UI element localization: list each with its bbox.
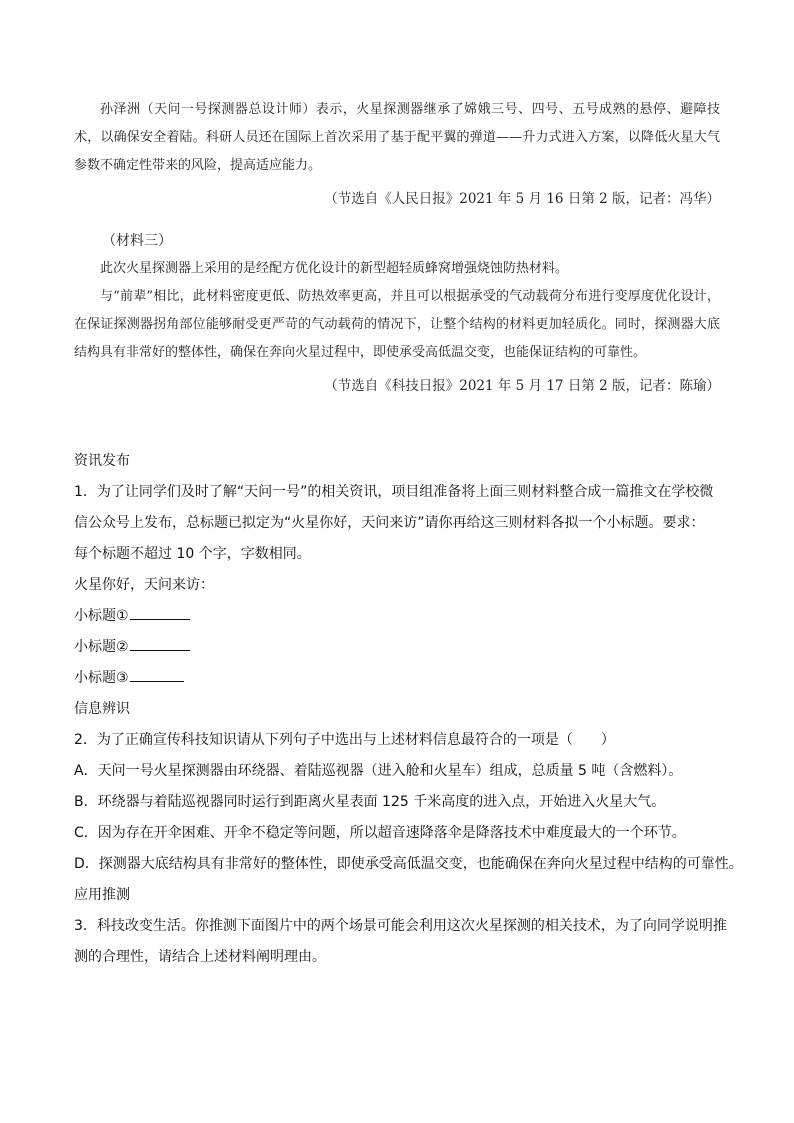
- subtitle-one-blank[interactable]: [130, 604, 190, 620]
- material-three-source: （节选自《科技日报》2021 年 5 月 17 日第 2 版，记者：陈瑜）: [324, 378, 720, 394]
- section-title-news: 资讯发布: [74, 453, 130, 469]
- material-two: [74, 96, 720, 213]
- question-one-line: 信公众号上发布，总标题已拟定为“火星你好，天问来访”请你再给这三则材料各拟一个小标题。要求：: [74, 515, 705, 531]
- material-three-paragraph-one: 此次火星探测器上采用的是经配方优化设计的新型超轻质蜂窝增强烧蚀防热材料。: [100, 261, 569, 276]
- material-three: [74, 227, 720, 400]
- material-two-paragraph: [74, 96, 720, 180]
- material-three-line: 化设计，在保证探测器拐角部位能够耐受更严苛的气动载荷的情况下，让整个结构的材料更加轻质化。同: [74, 289, 720, 332]
- material-two-line: 障技术，以确保安全着陆。科研人员还在国际上首次采用了基于配平翼的弹道——升力式进入方案，以降: [74, 102, 720, 145]
- subtitle-one-label: 小标题①: [74, 608, 129, 624]
- section-title-info: 信息辨识: [74, 701, 130, 717]
- subtitle-three-label: 小标题③: [74, 670, 129, 686]
- question-section: [74, 446, 743, 973]
- option-d[interactable]: D．探测器大底结构具有非常好的整体性，即使承受高低温交变，也能确保在奔向火星过程中结构的可靠性。: [74, 856, 743, 872]
- subtitle-two-blank[interactable]: [130, 635, 190, 651]
- option-c[interactable]: C．因为存在开伞困难、开伞不稳定等问题，所以超音速降落伞是降落技术中难度最大的一个环节。: [74, 825, 686, 841]
- question-three-line: 3．科技改变生活。你推测下面图片中的两个场景可能会利用这次火星探测的相关技术，为了向同学说明推: [74, 918, 727, 934]
- question-two: 2．为了正确宣传科技知识请从下列句子中选出与上述材料信息最符合的一项是（ ）: [74, 732, 615, 748]
- material-two-source: （节选自《人民日报》2021 年 5 月 16 日第 2 版，记者：冯华）: [324, 191, 720, 207]
- material-two-line: 低火星大气参数不确定性带来的风险，提高适应能力。: [74, 130, 720, 173]
- section-title-apply: 应用推测: [74, 887, 130, 903]
- subtitle-two-label: 小标题②: [74, 639, 129, 655]
- question-one-line: 每个标题不超过 10 个字，字数相同。: [74, 546, 311, 562]
- subtitle-one-row: [74, 601, 724, 632]
- option-a[interactable]: A．天问一号火星探测器由环绕器、着陆巡视器（进入舱和火星车）组成，总质量 5 吨（含燃料）。: [74, 763, 683, 779]
- question-three-line: 测的合理性，请结合上述材料阐明理由。: [74, 949, 326, 965]
- subtitle-two-row: [74, 632, 724, 663]
- main-title: 火星你好，天问来访：: [74, 577, 214, 593]
- material-three-line: 时，探测器大底结构具有非常好的整体性，确保在奔向火星过程中，即使承受高低温交变，也能保证结构: [74, 317, 720, 360]
- subtitle-three-row: [74, 663, 724, 694]
- material-three-paragraph-two: [74, 283, 720, 367]
- material-three-label: （材料三）: [102, 233, 172, 249]
- material-three-line: 的可靠性。: [581, 345, 647, 360]
- option-b[interactable]: B．环绕器与着陆巡视器同时运行到距离火星表面 125 千米高度的进入点，开始进入火星大气。: [74, 794, 666, 810]
- question-one-line: 1．为了让同学们及时了解“天问一号”的相关资讯，项目组准备将上面三则材料整合成一篇推文在学校微: [74, 484, 714, 500]
- material-three-line: 与“前辈”相比，此材料密度更低、防热效率更高，并且可以根据承受的气动载荷分布进行变厚度优: [100, 289, 668, 304]
- material-two-line: 孙泽洲（天问一号探测器总设计师）表示，火星探测器继承了嫦娥三号、四号、五号成熟的悬停、避: [100, 102, 694, 117]
- subtitle-three-blank[interactable]: [130, 666, 184, 682]
